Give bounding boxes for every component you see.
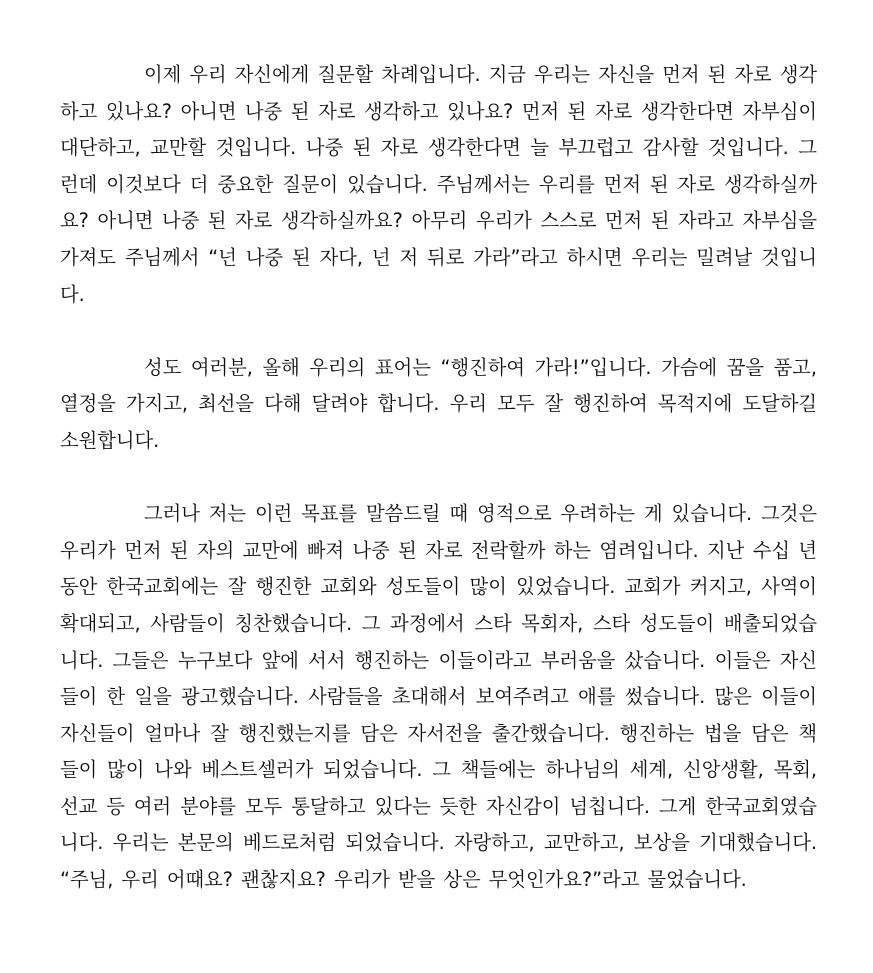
paragraph-self-question: 이제 우리 자신에게 질문할 차례입니다. 지금 우리는 자신을 먼저 된 자로 생각하고 있나요? 아니면 나중 된 자로 생각하고 있나요? 먼저 된 자로 생각한다면 자부심이 대단하고, 교만할 것입니다. 나중 된 자로 생각한다면 늘 부끄럽고 감사할 것입니다. 그런데 이것보다 더 중요한 질문이 있습니다. 주님께서는 우리를 먼저 된 자로 생각하실까요? 아니면 나중 된 자로 생각하실까요? 아무리 우리가 스스로 먼저 된 자라고 자부심을 가져도 주님께서 “넌 나중 된 자다, 넌 저 뒤로 가라”라고 하시면 우리는 밀려날 것입니다. [60,63,817,306]
paragraph-concern: 그러나 저는 이런 목표를 말씀드릴 때 영적으로 우려하는 게 있습니다. 그것은 우리가 먼저 된 자의 교만에 빠져 나중 된 자로 전락할까 하는 염려입니다. 지난 수십 년 동안 한국교회에는 잘 행진한 교회와 성도들이 많이 있었습니다. 교회가 커지고, 사역이 확대되고, 사람들이 칭찬했습니다. 그 과정에서 스타 목회자, 스타 성도들이 배출되었습니다. 그들은 누구보다 앞에 서서 행진하는 이들이라고 부러움을 샀습니다. 이들은 자신들이 한 일을 광고했습니다. 사람들을 초대해서 보여주려고 애를 썼습니다. 많은 이들이 자신들이 얼마나 잘 행진했는지를 담은 자서전을 출간했습니다. 행진하는 법을 담은 책들이 많이 나와 베스트셀러가 되었습니다. 그 책들에는 하나님의 세계, 신앙생활, 목회, 선교 등 여러 분야를 모두 통달하고 있다는 듯한 자신감이 넘칩니다. 그게 한국교회였습니다. 우리는 본문의 베드로처럼 되었습니다. 자랑하고, 교만하고, 보상을 기대했습니다. “주님, 우리 어때요? 괜찮지요? 우리가 받을 상은 무엇인가요?”라고 물었습니다. [60,502,817,892]
paragraph-spacer [60,313,817,350]
paragraph-spacer [60,460,817,497]
paragraph-motto: 성도 여러분, 올해 우리의 표어는 “행진하여 가라!”입니다. 가슴에 꿈을 품고, 열정을 가지고, 최선을 다해 달려야 합니다. 우리 모두 잘 행진하여 목적지에 도달하길 소원합니다. [60,355,817,452]
